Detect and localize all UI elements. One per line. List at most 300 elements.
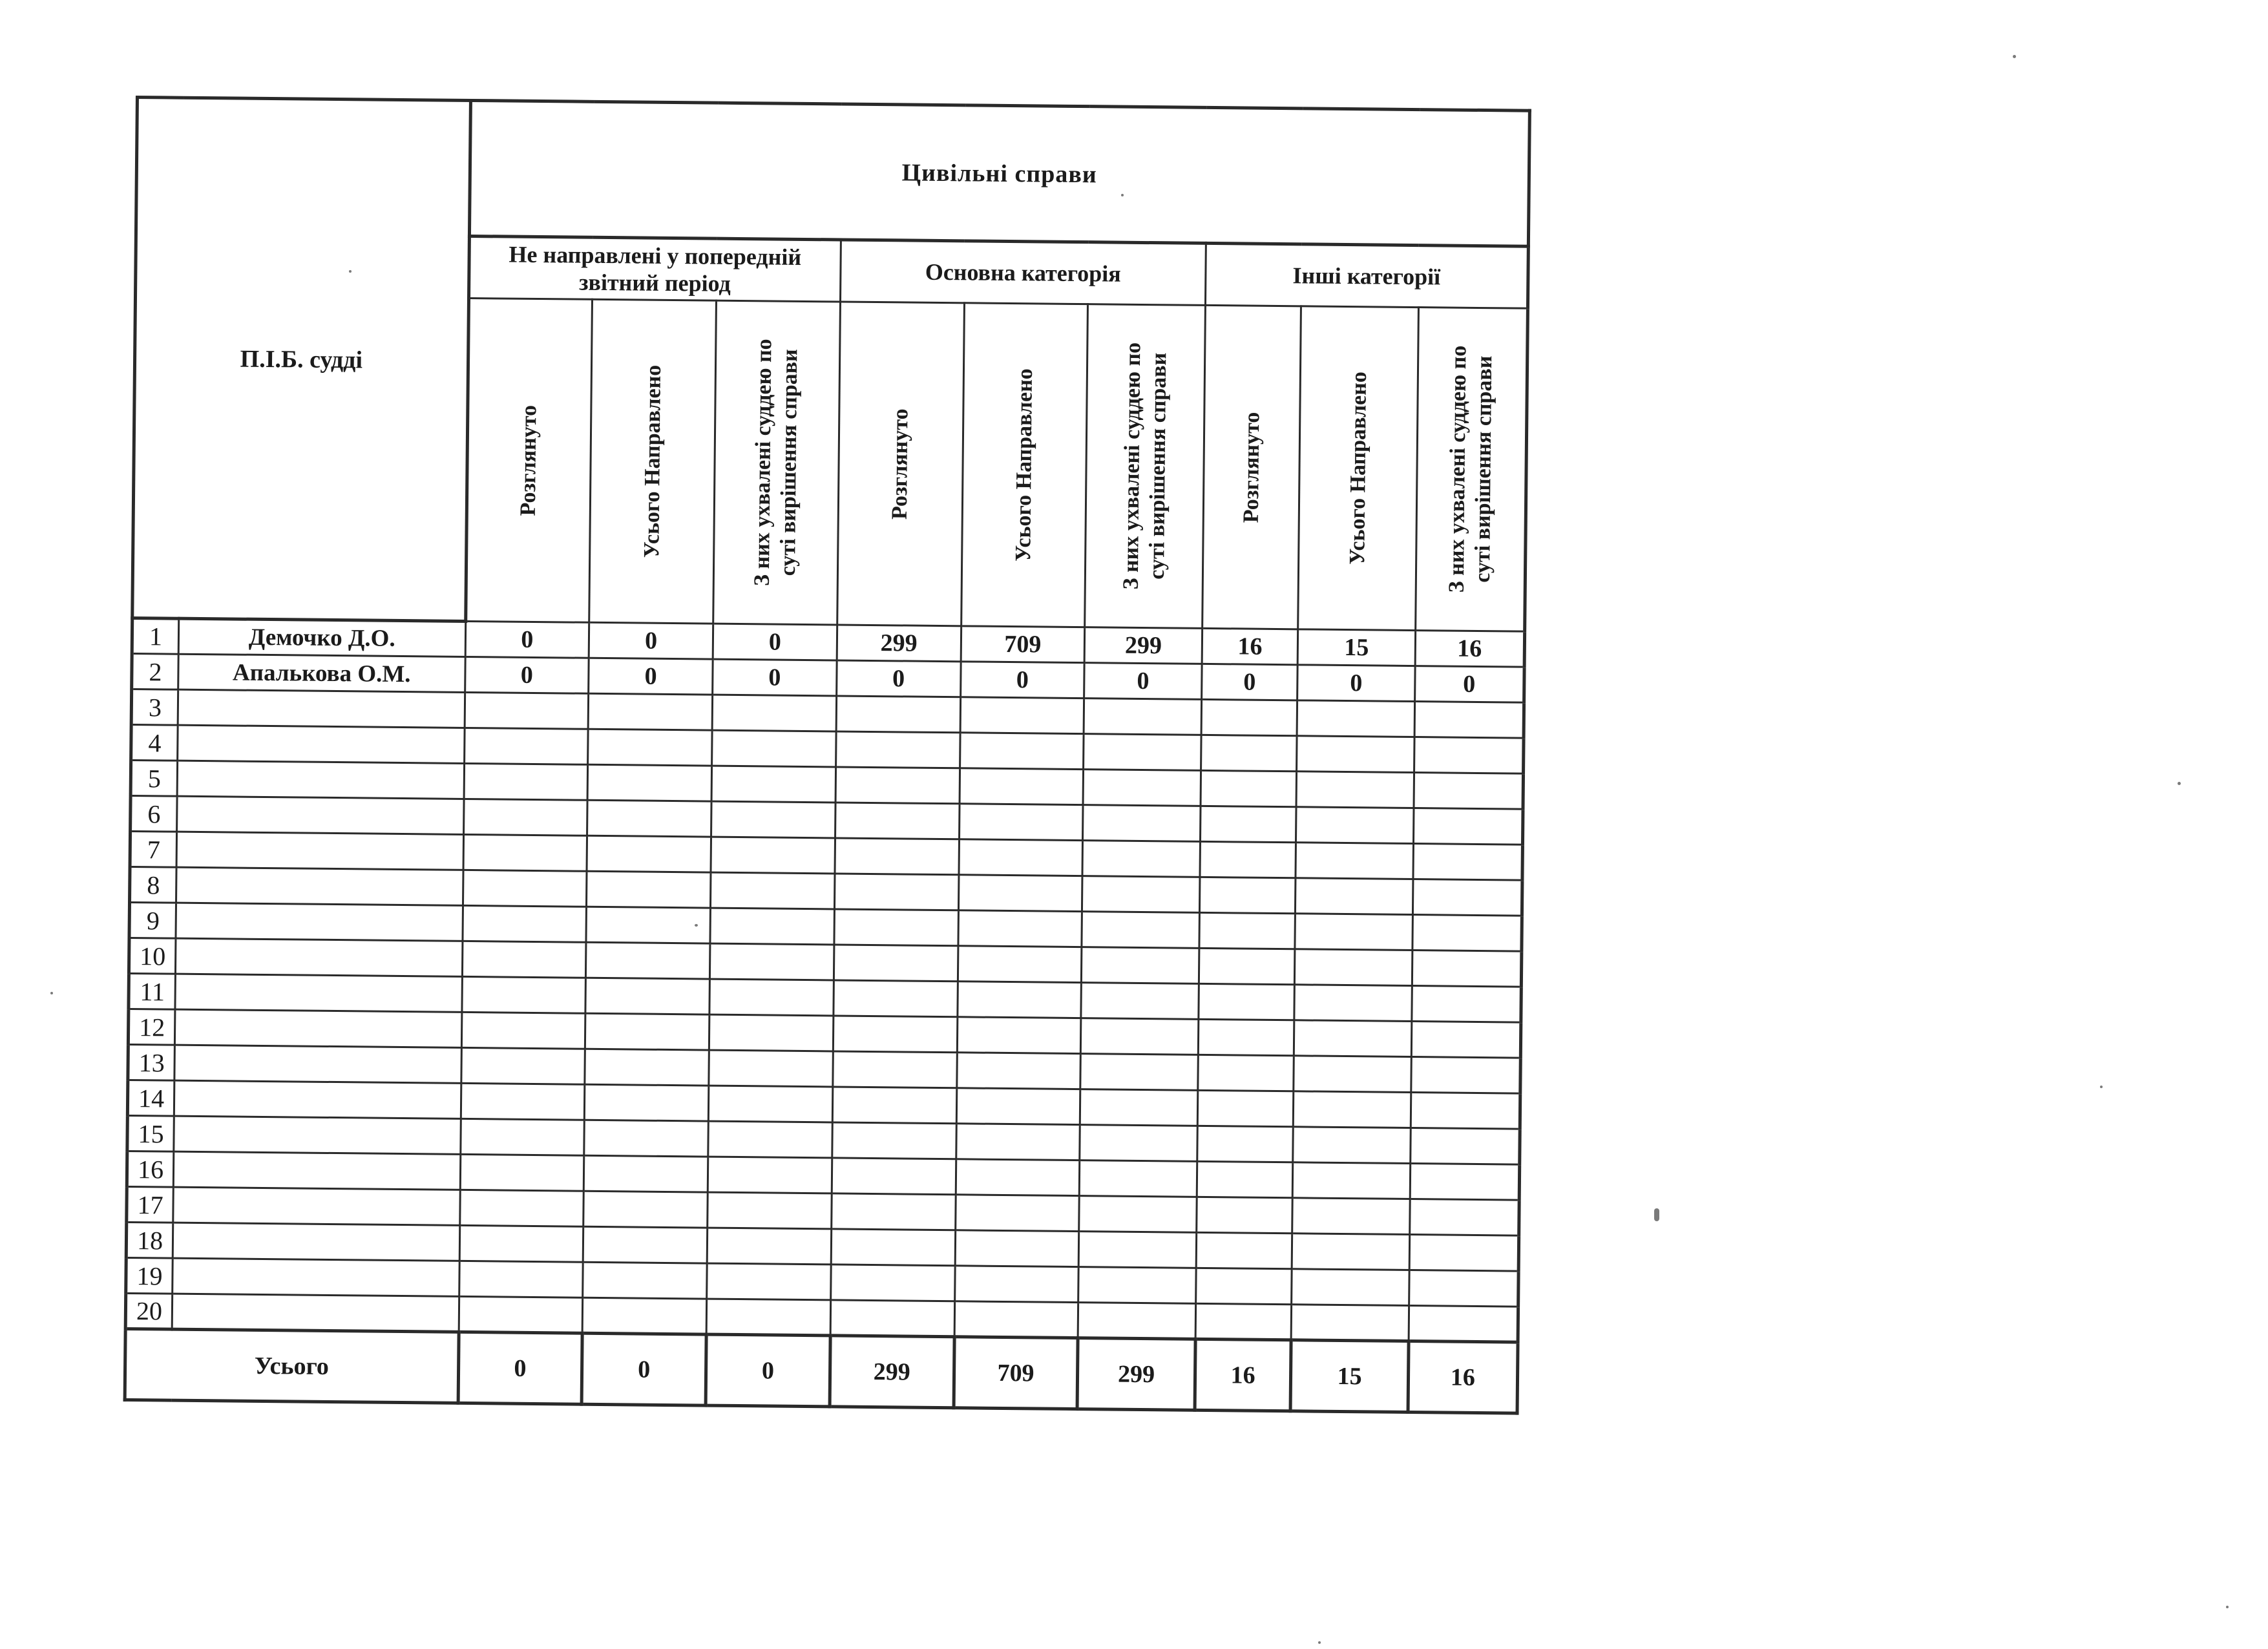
subcolumn-header-label: Розглянуто [887, 408, 913, 520]
judge-name-cell [173, 1223, 459, 1261]
value-cell [1411, 1022, 1521, 1058]
value-cell [1413, 808, 1523, 845]
row-number-cell [130, 831, 177, 867]
value-cell [830, 1265, 954, 1301]
value-cell [1078, 1303, 1195, 1339]
value-cell [1292, 1269, 1409, 1306]
value-cell [956, 1159, 1080, 1196]
value-cell [835, 731, 960, 768]
cell-value: 299 [1124, 631, 1162, 660]
value-cell [584, 1120, 708, 1157]
scan-speck [695, 924, 698, 927]
subcolumn-header [1415, 308, 1528, 632]
value-cell [1082, 841, 1200, 877]
civil-cases-table [123, 96, 1531, 1415]
value-cell [954, 1301, 1078, 1338]
value-cell [708, 1192, 832, 1229]
subcolumn-header-label: З них ухвалені суддею по суті вирішення справи [1118, 342, 1171, 590]
cell-value: 0 [768, 664, 781, 691]
total-value-cell [954, 1337, 1078, 1409]
cell-value: 709 [1004, 630, 1042, 658]
subcolumn-header [1298, 306, 1418, 631]
value-cell [835, 803, 959, 839]
value-cell [588, 693, 712, 730]
value-cell [713, 659, 837, 696]
cell-value: 0 [1243, 668, 1256, 696]
value-cell [1291, 1305, 1409, 1341]
value-cell [707, 1263, 831, 1300]
value-cell [1082, 876, 1200, 913]
value-cell [459, 1190, 583, 1226]
row-number-cell [131, 724, 178, 761]
value-cell [1199, 983, 1295, 1020]
judge-name-cell [178, 689, 465, 728]
value-cell [960, 697, 1084, 734]
value-cell [459, 1296, 583, 1333]
judge-name-cell [178, 654, 465, 692]
value-cell [589, 658, 713, 695]
value-cell [587, 871, 711, 908]
subcolumn-header-label: З них ухвалені суддею по суті вирішення справи [750, 339, 803, 587]
total-value: 15 [1337, 1362, 1362, 1390]
value-cell [833, 1051, 957, 1088]
value-cell [463, 799, 587, 835]
value-cell [1410, 1128, 1520, 1165]
value-cell [461, 1012, 585, 1049]
judge-name-cell [176, 903, 463, 941]
value-cell [459, 1261, 583, 1297]
value-cell [1199, 948, 1295, 984]
row-number-cell [132, 653, 179, 689]
value-cell [1080, 1161, 1197, 1197]
cell-value: 0 [1016, 666, 1029, 694]
value-cell [1079, 1232, 1197, 1268]
scan-speck [50, 992, 53, 994]
value-cell [464, 728, 588, 764]
value-cell [708, 1121, 832, 1158]
value-cell [711, 872, 835, 909]
value-cell [1199, 877, 1296, 913]
group-header-not-sent [468, 236, 841, 302]
subcolumn-header [1085, 304, 1205, 629]
value-cell [589, 622, 713, 659]
row-number: 14 [138, 1083, 165, 1113]
row-number-cell [128, 1044, 175, 1080]
value-cell [1198, 1055, 1294, 1091]
row-number-cell [129, 902, 176, 938]
cell-value: 16 [1457, 635, 1482, 663]
value-cell [837, 625, 961, 662]
value-cell [1412, 879, 1522, 916]
value-cell [832, 1193, 956, 1230]
value-cell [1081, 1018, 1199, 1055]
subcolumn-header [589, 299, 717, 624]
value-cell [583, 1191, 708, 1228]
row-number: 5 [147, 763, 162, 793]
subcolumn-header [713, 300, 841, 625]
value-cell [1080, 1054, 1198, 1091]
row-number-cell [131, 795, 178, 832]
value-cell [957, 1017, 1081, 1054]
total-value: 0 [638, 1356, 651, 1383]
scan-speck [349, 270, 352, 273]
value-cell [461, 1083, 585, 1120]
row-number: 18 [136, 1225, 163, 1255]
totals-label-cell [125, 1329, 459, 1403]
row-number: 4 [148, 728, 162, 757]
value-cell [460, 1119, 584, 1155]
value-cell [1292, 1162, 1410, 1199]
value-cell [960, 733, 1084, 770]
judge-name-cell [174, 1080, 461, 1119]
value-cell [1292, 1198, 1410, 1235]
row-number: 12 [139, 1012, 165, 1042]
subcolumn-header-label: Усього Направлено [1345, 372, 1371, 565]
row-number: 11 [140, 976, 165, 1006]
value-cell [1197, 1197, 1293, 1233]
total-value-cell [1077, 1338, 1195, 1411]
value-cell [462, 941, 586, 978]
scan-speck [2100, 1086, 2103, 1088]
value-cell [1414, 737, 1524, 774]
judge-name-cell [176, 832, 463, 870]
value-cell [1080, 1125, 1197, 1162]
value-cell [954, 1266, 1078, 1303]
judge-name-cell [173, 1187, 460, 1225]
total-value-cell [706, 1334, 830, 1407]
scan-speck [2178, 782, 2181, 785]
value-cell [585, 1084, 709, 1121]
value-cell [1295, 914, 1412, 951]
value-cell [1411, 1093, 1520, 1129]
totals-label: Усього [254, 1352, 330, 1380]
value-cell [832, 1122, 956, 1159]
cell-value: 0 [644, 627, 658, 655]
value-cell [834, 874, 958, 910]
group-header-main [840, 240, 1206, 305]
value-cell [956, 1053, 1080, 1089]
value-cell [465, 692, 589, 729]
group-header-other [1205, 243, 1528, 308]
row-number-cell [131, 689, 178, 725]
value-cell [1297, 736, 1414, 773]
cell-value: 0 [892, 665, 905, 693]
row-number: 15 [138, 1119, 164, 1148]
scan-speck [2226, 1606, 2229, 1608]
group-header-label: Основна категорія [925, 258, 1121, 287]
row-number-cell [125, 1293, 173, 1329]
value-cell [1083, 805, 1201, 842]
value-cell [584, 1155, 708, 1192]
value-cell [959, 839, 1083, 876]
value-cell [1200, 806, 1296, 842]
value-cell [1078, 1267, 1196, 1304]
value-cell [1195, 1268, 1292, 1304]
value-cell [585, 1049, 709, 1086]
value-cell [1414, 773, 1524, 810]
value-cell [1297, 700, 1414, 737]
value-cell [712, 730, 836, 767]
value-cell [955, 1230, 1079, 1267]
value-cell [1294, 1091, 1411, 1128]
cell-value: 0 [1137, 667, 1150, 695]
value-cell [707, 1228, 831, 1265]
value-cell [708, 1086, 832, 1122]
value-cell [958, 910, 1082, 947]
total-value-cell [830, 1336, 954, 1408]
total-value-cell [582, 1333, 706, 1405]
judge-name-cell [178, 725, 465, 763]
value-cell [1297, 629, 1415, 666]
value-cell [465, 656, 589, 693]
cell-value: 0 [520, 661, 534, 689]
value-cell [1296, 807, 1414, 844]
value-cell [835, 838, 959, 875]
value-cell [1082, 912, 1199, 949]
judge-name-cell [173, 1258, 459, 1296]
value-cell [960, 768, 1084, 805]
total-value: 299 [873, 1358, 911, 1386]
civil-cases-title: Цивільні справи [901, 158, 1097, 188]
value-cell [1296, 878, 1413, 915]
row-number-cell [126, 1222, 173, 1258]
value-cell [465, 621, 589, 658]
scan-speck [1318, 1641, 1321, 1644]
total-value: 16 [1230, 1361, 1255, 1389]
total-value: 0 [761, 1356, 775, 1385]
value-cell [1197, 1090, 1294, 1126]
value-cell [586, 907, 710, 943]
row-number: 16 [137, 1154, 164, 1184]
row-number-cell [129, 973, 176, 1009]
value-cell [1409, 1270, 1518, 1307]
value-cell [583, 1262, 707, 1299]
cell-value: 0 [644, 662, 657, 690]
value-cell [1414, 666, 1524, 703]
row-number: 9 [146, 905, 160, 935]
value-cell [832, 1087, 956, 1124]
value-cell [708, 1157, 832, 1193]
value-cell [836, 696, 960, 733]
value-cell [463, 870, 587, 907]
value-cell [1295, 949, 1412, 986]
report-sheet [123, 96, 1531, 1461]
row-number: 6 [147, 799, 161, 828]
cell-value: 0 [1350, 669, 1363, 697]
value-cell [1079, 1196, 1197, 1233]
judge-name-cell [175, 1009, 462, 1047]
value-cell [1196, 1232, 1292, 1268]
value-cell [1413, 844, 1523, 881]
judge-name-cell [177, 761, 464, 799]
civil-cases-header [469, 100, 1529, 246]
subcolumn-header-label: З них ухвалені суддею по суті вирішення справи [1445, 345, 1497, 593]
value-cell [1412, 951, 1522, 987]
value-cell [958, 875, 1082, 912]
cell-value: 0 [768, 628, 782, 656]
value-cell [959, 804, 1083, 841]
value-cell [830, 1300, 954, 1337]
subcolumn-header-label: Розглянуто [1239, 412, 1264, 523]
value-cell [956, 1124, 1080, 1161]
value-cell [587, 835, 711, 872]
value-cell [956, 1088, 1080, 1125]
subcolumn-header-label: Розглянуто [516, 404, 541, 516]
value-cell [711, 766, 835, 803]
value-cell [1197, 1161, 1293, 1197]
value-cell [1202, 628, 1298, 664]
value-cell [1414, 702, 1524, 739]
value-cell [1294, 1056, 1411, 1093]
value-cell [587, 800, 711, 837]
value-cell [711, 801, 835, 838]
value-cell [587, 764, 711, 801]
value-cell [713, 624, 837, 660]
value-cell [1201, 735, 1297, 771]
row-number: 19 [136, 1261, 163, 1290]
value-cell [461, 976, 585, 1013]
value-cell [461, 1047, 585, 1084]
judge-name-cell [174, 1045, 461, 1083]
value-cell [1081, 983, 1199, 1020]
value-cell [1293, 1127, 1411, 1164]
value-cell [586, 942, 710, 979]
value-cell [1409, 1199, 1519, 1236]
value-cell [1411, 1057, 1521, 1094]
value-cell [835, 767, 960, 804]
judge-name-cell [176, 867, 463, 905]
value-cell [1412, 986, 1522, 1023]
totals-row [125, 1329, 1518, 1413]
judge-name-cell [177, 796, 464, 834]
value-cell [961, 626, 1085, 663]
subcolumn-header [1202, 305, 1301, 629]
value-cell [1294, 985, 1412, 1022]
group-header-label: Не направлені у попередній звітний період [509, 241, 802, 297]
value-cell [1084, 734, 1201, 771]
value-cell [1200, 841, 1296, 877]
value-cell [1084, 663, 1202, 700]
value-cell [1292, 1234, 1409, 1270]
value-cell [834, 945, 958, 982]
value-cell [463, 834, 587, 871]
row-number: 20 [136, 1296, 163, 1326]
cell-value: 15 [1344, 633, 1369, 662]
value-cell [1084, 698, 1201, 735]
value-cell [1083, 770, 1201, 806]
total-value: 16 [1450, 1363, 1476, 1391]
value-cell [464, 763, 588, 800]
value-cell [712, 695, 836, 731]
total-value-cell [458, 1332, 583, 1404]
total-value-cell [1290, 1340, 1409, 1413]
judge-name: Демочко Д.О. [248, 624, 395, 652]
value-cell [1199, 912, 1296, 949]
row-number: 2 [149, 656, 162, 686]
value-cell [583, 1226, 708, 1263]
row-number-cell [127, 1080, 174, 1116]
row-number: 13 [138, 1047, 165, 1077]
scan-speck [1654, 1208, 1659, 1221]
value-cell [1080, 1089, 1198, 1126]
total-value: 299 [1117, 1360, 1155, 1388]
value-cell [958, 946, 1082, 983]
value-cell [462, 905, 586, 942]
value-cell [1297, 665, 1415, 702]
value-cell [585, 978, 709, 1014]
judge-name-cell [173, 1151, 460, 1190]
row-number: 7 [147, 834, 161, 864]
value-cell [710, 908, 834, 945]
value-cell [1296, 843, 1413, 879]
cell-value: 0 [1463, 670, 1476, 698]
judge-name-cell [176, 938, 463, 976]
value-cell [1197, 1126, 1294, 1162]
judge-name-header [132, 98, 470, 622]
row-number-cell [127, 1115, 174, 1151]
row-number-cell [128, 1009, 175, 1045]
value-cell [709, 979, 834, 1016]
value-cell [1412, 915, 1522, 952]
value-cell [706, 1299, 830, 1336]
cell-value: 299 [880, 629, 918, 657]
subcolumn-header [465, 298, 593, 622]
row-number: 17 [137, 1190, 163, 1219]
value-cell [834, 980, 958, 1017]
value-cell [1201, 770, 1297, 806]
row-number: 3 [148, 692, 162, 722]
value-cell [1082, 947, 1199, 984]
value-cell [460, 1154, 584, 1191]
judge-name-cell [172, 1294, 459, 1332]
value-cell [960, 662, 1084, 698]
value-cell [585, 1013, 709, 1050]
value-cell [1410, 1164, 1520, 1201]
total-value-cell [1408, 1341, 1518, 1413]
value-cell [709, 1014, 833, 1051]
cell-value: 16 [1237, 633, 1263, 660]
judge-name-cell [178, 618, 465, 656]
value-cell [1294, 1020, 1412, 1057]
subcolumn-header [961, 303, 1088, 627]
value-cell [1415, 631, 1525, 667]
row-number-cell [131, 760, 178, 796]
row-number-cell [132, 618, 179, 654]
row-number-cell [126, 1257, 173, 1294]
judge-name: Апалькова О.М. [232, 658, 411, 688]
value-cell [957, 982, 1081, 1018]
judge-name-header-label: П.І.Б. судді [240, 345, 363, 373]
value-cell [1409, 1235, 1519, 1272]
value-cell [834, 909, 958, 946]
value-cell [833, 1016, 957, 1053]
subcolumn-header-label: Усього Направлено [1011, 368, 1037, 562]
value-cell [582, 1297, 706, 1334]
value-cell [836, 660, 960, 697]
value-cell [709, 943, 834, 980]
value-cell [1198, 1019, 1294, 1055]
value-cell [1195, 1303, 1292, 1339]
row-number-cell [127, 1151, 174, 1187]
value-cell [1409, 1306, 1518, 1343]
subcolumn-header-label: Усього Направлено [639, 364, 666, 558]
scan-speck [2013, 55, 2016, 58]
total-value: 0 [514, 1354, 527, 1382]
judge-name-cell [175, 974, 462, 1012]
value-cell [709, 1050, 833, 1087]
value-cell [1201, 699, 1297, 735]
group-header-label: Інші категорії [1292, 262, 1441, 290]
